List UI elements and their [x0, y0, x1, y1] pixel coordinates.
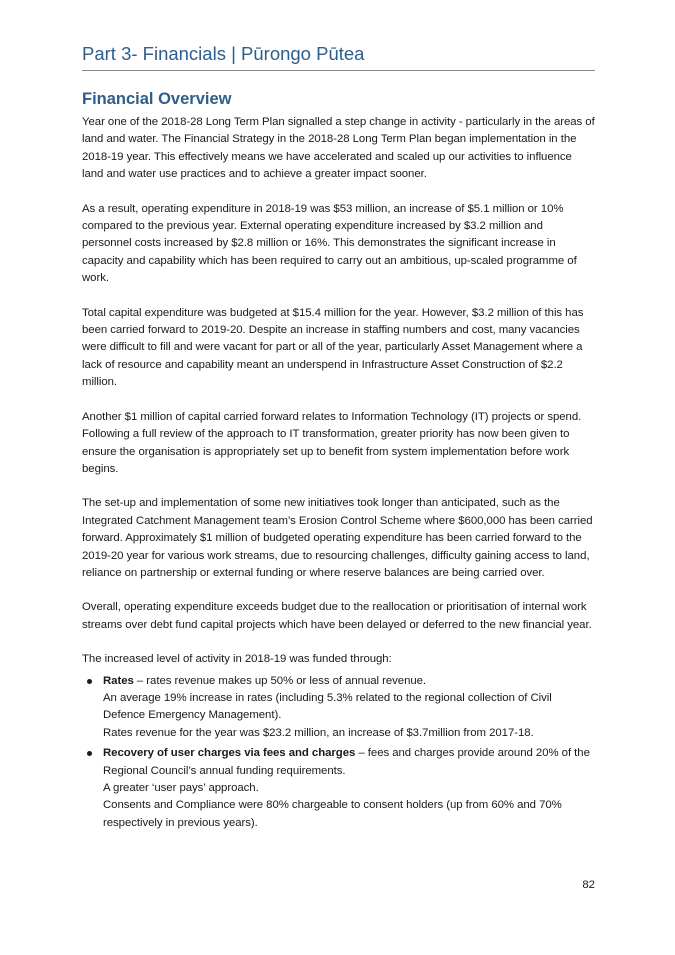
funding-intro: The increased level of activity in 2018-19 was funded through:: [82, 653, 392, 666]
bullet-icon: [87, 679, 92, 684]
financial-overview-section: [82, 88, 595, 835]
bullet-term: Recovery of user charges via fees and charges: [103, 747, 356, 760]
bullet-detail: An average 19% increase in rates (including 5.3% related to the regional collection of Civil Defence Emergency Management).: [103, 691, 552, 722]
bullet-lead: [103, 745, 595, 780]
paragraph: Overall, operating expenditure exceeds budget due to the reallocation or prioritisation of internal work streams over debt fund capital projects which have been delayed or deferred to the new financial year.: [82, 601, 592, 631]
bullet-detail: A greater ‘user pays’ approach.: [103, 782, 259, 794]
bullet-icon: [87, 751, 92, 756]
paragraph: The set-up and implementation of some new initiatives took longer than anticipated, such as the Integrated Catchment Management team’s Erosion Control Scheme where $600,000 has been carried forward. Approximately $1 million of budgeted operating expenditure has been carried forward to the 2019-20 year for various work streams, due to resourcing challenges, difficulty gaining access to land, reliance on partnership or external funding or where reserve balances are being carried over.: [82, 497, 593, 579]
bullet-lead: [103, 673, 595, 690]
paragraph: Year one of the 2018-28 Long Term Plan signalled a step change in activity - particularly in the areas of land and water. The Financial Strategy in the 2018-28 Long Term Plan began implementation in the 2018-19 year. This effectively means we have accelerated and scaled up our activities to influence land and water use practices and to achieve a greater impact sooner.: [82, 116, 595, 181]
paragraph: Total capital expenditure was budgeted at $15.4 million for the year. However, $3.2 million of this has been carried forward to 2019-20. Despite an increase in staffing numbers and cost, many vacancies were difficult to fill and were vacant for part or all of the year, particularly Asset Management where a lack of resource and capability meant an underspend in Infrastructure Asset Construction of $2.2 million.: [82, 306, 584, 389]
bullet-detail: Consents and Compliance were 80% chargeable to consent holders (up from 60% and 70% respectively in previous years).: [103, 799, 562, 829]
bullet-description: – rates revenue makes up 50% or less of annual revenue.: [133, 674, 427, 687]
bullet-detail: Rates revenue for the year was $23.2 million, an increase of $3.7million from 2017-18.: [103, 726, 534, 739]
section-header: Part 3- Financials | Pūrongo Pūtea: [82, 43, 595, 71]
list-item-rates: [82, 673, 595, 743]
list-item-user-charges: [82, 745, 595, 832]
bullet-term: Rates: [103, 674, 134, 687]
funding-sources-list: [82, 673, 595, 833]
bullet-description: – fees and charges provide around 20% of the Regional Council’s annual funding requirements.: [103, 747, 590, 777]
paragraph: Another $1 million of capital carried forward relates to Information Technology (IT) projects or spend. Following a full review of the approach to IT transformation, greater priority has now been given to ensure the organisation is appropriately set up to benefit from system implementation before work begins.: [82, 410, 582, 475]
section-heading: Financial Overview: [82, 90, 232, 108]
page-number: 82: [582, 879, 595, 891]
paragraph: As a result, operating expenditure in 2018-19 was $53 million, an increase of $5.1 million or 10% compared to the previous year. External operating expenditure increased by $3.2 million and personnel costs increased by $2.8 million or 16%. This demonstrates the significant increase in capacity and capability which has been required to carry out an ambitious, up-scaled programme of work.: [82, 202, 577, 285]
